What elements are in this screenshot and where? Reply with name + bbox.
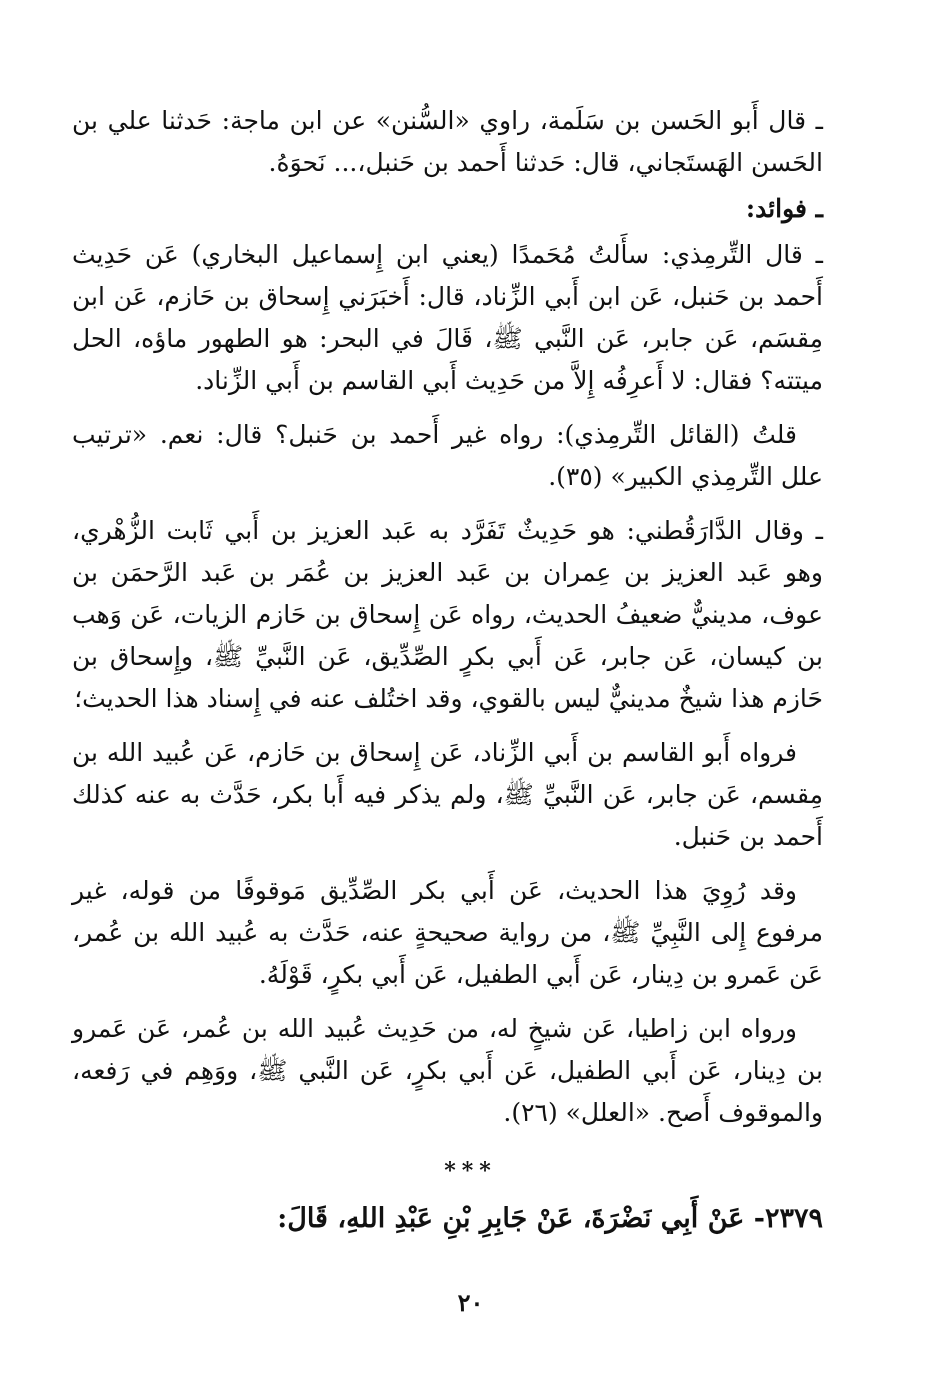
page-number: ٢٠ xyxy=(457,1288,484,1317)
paragraph-daraqutni: ـ وقال الدَّارَقُطني: هو حَدِيثٌ تَفَرَّد به عَبد العزيز بن أَبي ثَابت الزُّهْري، وهو عَبد العزيز بن عِمران بن عَبد العزيز بن عُمَر بن عَبد الرَّحمَن بن عوف، مدينيٌّ ضعيفُ الحديث، رواه عَن إِسحاق بن حَازم الزيات، عَن وَهب بن كيسان، عَن جابر، عَن أَبي بكرٍ الصِّدِّيق، عَن النَّبيِّ ﷺ، وإِسحاق بن حَازم هذا شيخٌ مدينيٌّ ليس بالقوي، وقد اختُلف عنه في إِسناد هذا الحديث؛ xyxy=(72,516,823,713)
section-heading-fawaid: ـ فوائد: xyxy=(745,194,823,223)
paragraph-tirmidhi-note: قلتُ (القائل التِّرمِذي): رواه غير أَحمد بن حَنبل؟ قال: نعم. «ترتيب علل التِّرمِذي الكبير» (٣٥). xyxy=(72,420,823,491)
paragraph-ibn-salama: ـ قال أَبو الحَسن بن سَلَمة، راوي «السُّنن» عن ابن ماجة: حَدثنا علي بن الحَسن الهَستَجاني، قال: حَدثنا أَحمد بن حَنبل،... نَحوَهُ. xyxy=(72,106,823,177)
body-text xyxy=(72,100,823,1146)
paragraph-abu-al-qasim: فرواه أَبو القاسم بن أَبي الزِّناد، عَن إِسحاق بن حَازم، عَن عُبيد الله بن مِقسم، عَن جابر، عَن النَّبيِّ ﷺ، ولم يذكر فيه أَبا بكر، حَدَّث به عنه كذلك أَحمد بن حَنبل. xyxy=(72,738,823,851)
paragraph-tirmidhi: ـ قال التِّرمِذي: سأَلتُ مُحَمدًا (يعني ابن إِسماعيل البخاري) عَن حَدِيث أَحمد بن حَنبل، عَن ابن أَبي الزِّناد، قال: أَخبَرَني إِسحاق بن حَازم، عَن ابن مِقسَم، عَن جابر، عَن النَّبي ﷺ، قَالَ في البحر: هو الطهور ماؤه، الحل ميتته؟ فقال: لا أَعرِفُه إِلاَّ من حَدِيث أَبي القاسم بن أَبي الزِّناد. xyxy=(72,240,823,395)
paragraph-mawquf: وقد رُوِيَ هذا الحديث، عَن أَبي بكر الصِّدِّيق مَوقوفًا من قوله، غير مرفوع إِلى النَّبِيِّ ﷺ، من رواية صحيحةٍ عنه، حَدَّث به عُبيد الله بن عُمر، عَن عَمرو بن دِينار، عَن أَبي الطفيل، عَن أَبي بكرٍ، قَوْلَهُ. xyxy=(72,876,823,989)
section-separator: *** xyxy=(444,1158,497,1184)
paragraph-ibn-zatiya: ورواه ابن زاطيا، عَن شيخٍ له، من حَدِيث عُبيد الله بن عُمر، عَن عَمرو بن دِينار، عَن أَبي الطفيل، عَن أَبي بكرٍ، عَن النَّبي ﷺ، ووَهِم في رَفعه، والموقوف أَصح. «العلل» (٢٦). xyxy=(72,1014,823,1127)
hadith-heading: ٢٣٧٩- عَنْ أَبِي نَضْرَةَ، عَنْ جَابِرِ بْنِ عَبْدِ اللهِ، قَالَ: xyxy=(277,1203,823,1234)
